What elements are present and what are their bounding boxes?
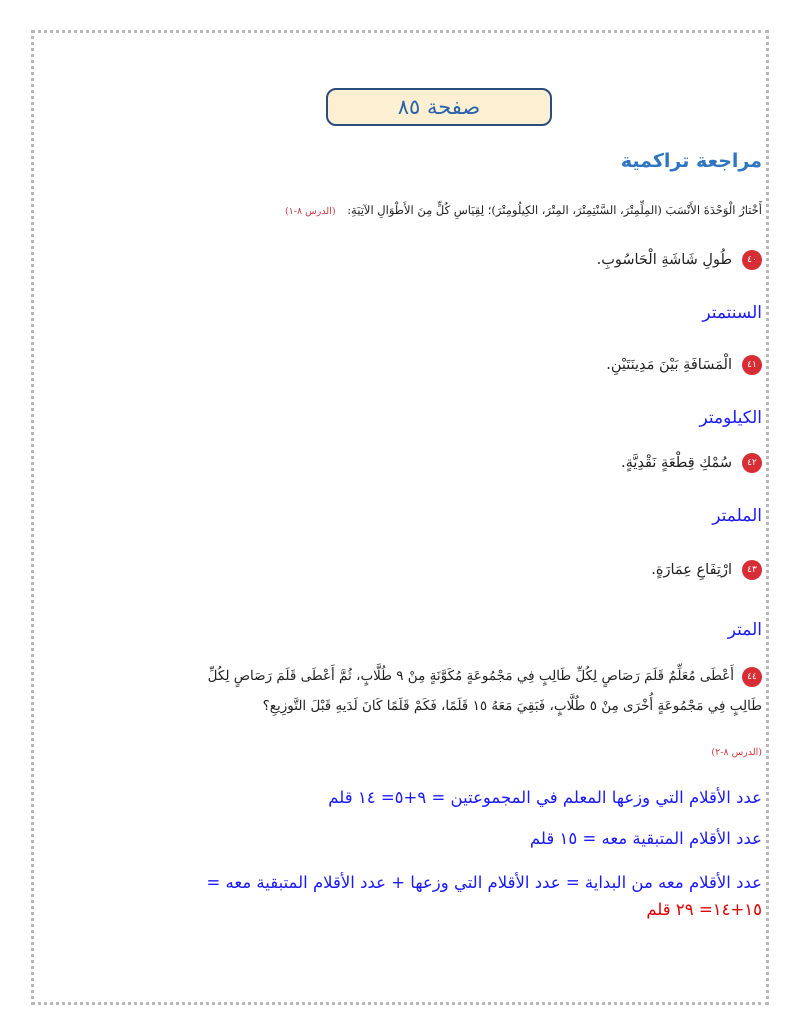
page-title: صفحة ٨٥ xyxy=(397,95,481,119)
question-number-badge: ٤٣ xyxy=(742,560,762,580)
question-text: ارْتِفَاعِ عِمَارَةٍ. xyxy=(651,562,732,578)
answer-43: المتر xyxy=(727,620,762,640)
question-number-badge: ٤٢ xyxy=(742,453,762,473)
question-text: أَعْطَى مُعَلِّمٌ قَلَمَ رَصَاصٍ لِكُلِّ طَالِبٍ فِي مَجْمُوعَةٍ مُكَوَّنَةٍ مِنْ ٩ طُلَّابٍ، ثُمَّ أَعْطَى قَلَمَ رَصَاصٍ لِكُلِّ xyxy=(207,668,734,684)
answer-40: السنتمتر xyxy=(702,303,762,323)
lesson-reference: (الدرس ٨-٢) xyxy=(711,747,762,758)
lesson-reference: (الدرس ٨-١) xyxy=(284,206,336,217)
question-42 xyxy=(621,453,762,473)
instruction-text: أَخْتارُ الْوَحْدَةَ الأَنْسَبَ (المِلِّمِتْرَ، السَّنْتِمِتْرَ، المِتْرَ، الكِيلُومِتْرَ)؛ لِقِيَاسِ كُلٍّ مِنَ الأَطْوَالِ الآتِيَةِ: xyxy=(347,203,762,217)
question-41 xyxy=(606,355,762,375)
section-title: مراجعة تراكمية xyxy=(620,150,762,172)
question-text: طُولِ شَاشَةِ الْحَاسُوبِ. xyxy=(596,252,732,268)
question-40 xyxy=(597,250,762,270)
solution-line-1: عدد الأقلام التي وزعها المعلم في المجموعتين = ٩+٥= ١٤ قلم xyxy=(328,788,762,807)
question-text: سُمْكِ قِطْعَةٍ نَقْدِيَّةٍ. xyxy=(621,455,732,471)
question-text: الْمَسَافَةِ بَيْنَ مَدِينَتَيْنِ. xyxy=(606,357,732,373)
question-43 xyxy=(651,560,762,580)
question-44 xyxy=(102,661,762,721)
question-line-2: طَالِبٍ فِي مَجْمُوعَةٍ أُخْرَى مِنْ ٥ طُلَّابٍ، فَبَقِيَ مَعَهُ ١٥ قَلَمًا، فَكَمْ قَلَمًا كَانَ لَدَيهِ قَبْلَ التَّوزِيعِ؟ xyxy=(262,698,762,714)
solution-line-2: عدد الأقلام المتبقية معه = ١٥ قلم xyxy=(529,829,762,848)
instruction xyxy=(102,203,762,217)
page-border xyxy=(31,30,769,1005)
solution-result: ١٥+١٤= ٢٩ قلم xyxy=(646,900,762,919)
question-number-badge: ٤٤ xyxy=(742,667,762,687)
solution-line-3: عدد الأقلام معه من البداية = عدد الأقلام التي وزعها + عدد الأقلام المتبقية معه = xyxy=(206,873,762,892)
question-line-1 xyxy=(102,661,762,691)
page-number-banner xyxy=(326,88,552,126)
question-number-badge: ٤٠ xyxy=(742,250,762,270)
answer-42: الملمتر xyxy=(712,506,762,526)
answer-41: الكيلومتر xyxy=(699,408,762,428)
question-number-badge: ٤١ xyxy=(742,355,762,375)
